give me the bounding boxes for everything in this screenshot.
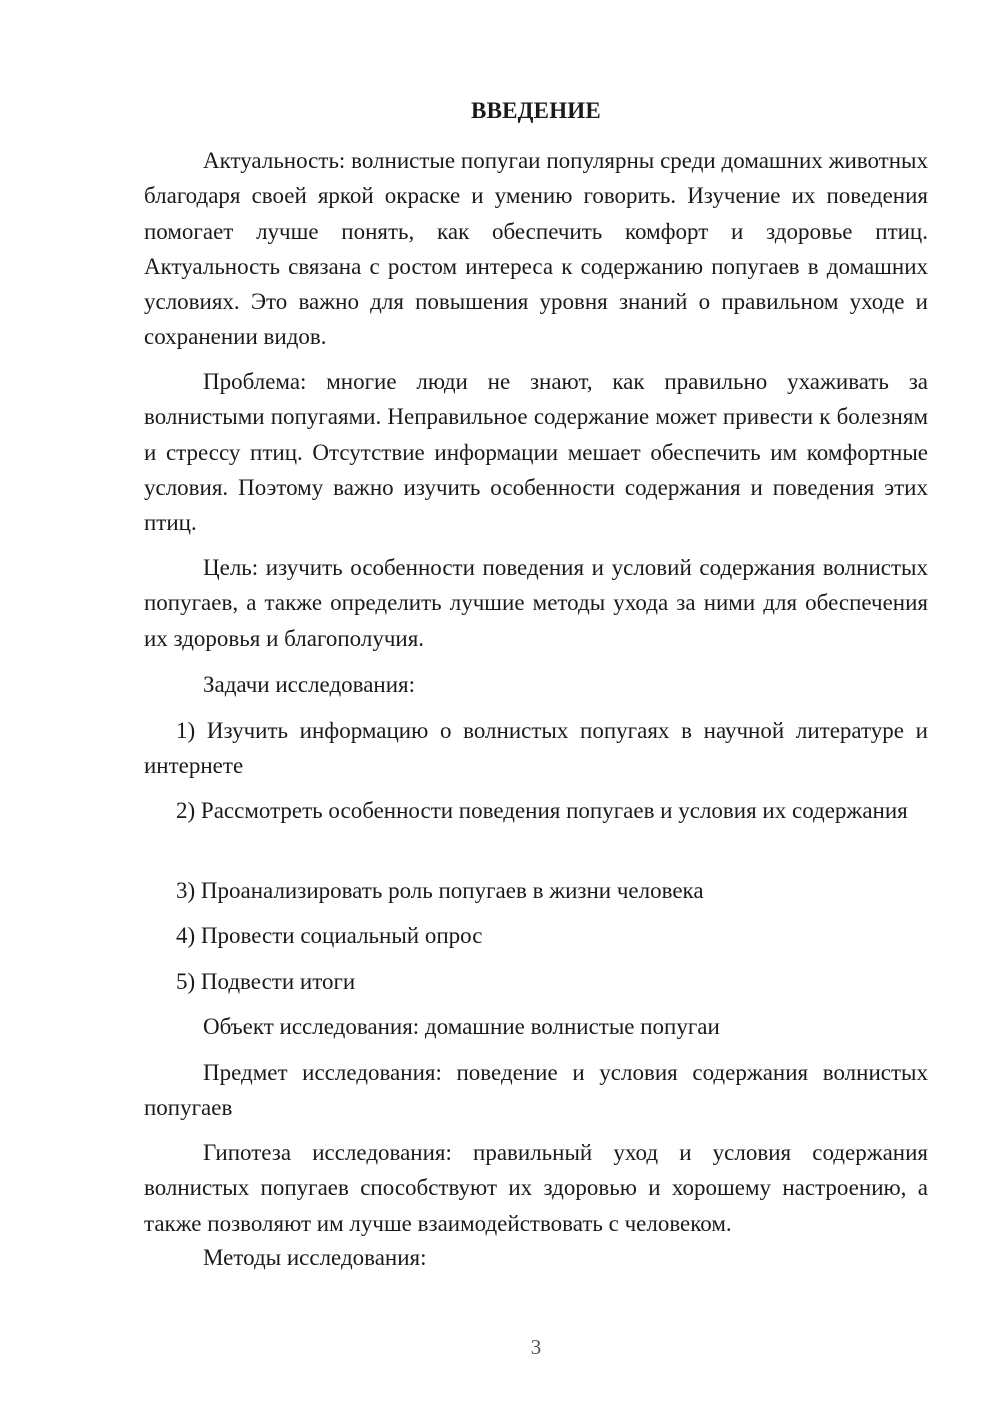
task-item-2: 2) Рассмотреть особенности поведения попугаев и условия их содержания xyxy=(176,798,908,823)
task-item-5: 5) Подвести итоги xyxy=(176,969,356,994)
paragraph-problem: Проблема: многие люди не знают, как правильно ухаживать за волнистыми попугаями. Неправильное содержание может привести к болезням и стрессу птиц. Отсутствие информации мешает обеспечить им комфортные условия. Поэтому важно изучить особенности содержания и поведения этих птиц. xyxy=(144,369,928,536)
task-item-3: 3) Проанализировать роль попугаев в жизни человека xyxy=(176,878,704,903)
paragraph-relevance: Актуальность: волнистые попугаи популярны среди домашних животных благодаря своей яркой окраске и умению говорить. Изучение их поведения помогает лучше понять, как обеспечить комфорт и здоровье птиц. Актуальность связана с ростом интереса к содержанию попугаев в домашних условиях. Это важно для повышения уровня знаний о правильном уходе и сохранении видов. xyxy=(144,148,928,350)
page-title: ВВЕДЕНИЕ xyxy=(471,98,601,123)
task-item-1: 1) Изучить информацию о волнистых попугаях в научной литературе и интернете xyxy=(144,718,928,779)
methods-heading: Методы исследования: xyxy=(203,1245,427,1270)
paragraph-goal: Цель: изучить особенности поведения и условий содержания волнистых попугаев, а также определить лучшие методы ухода за ними для обеспечения их здоровья и благополучия. xyxy=(144,555,928,651)
paragraph-subject: Предмет исследования: поведение и условия содержания волнистых попугаев xyxy=(144,1060,928,1121)
paragraph-object: Объект исследования: домашние волнистые попугаи xyxy=(203,1014,720,1039)
tasks-heading: Задачи исследования: xyxy=(203,672,416,697)
paragraph-hypothesis: Гипотеза исследования: правильный уход и условия содержания волнистых попугаев способствуют их здоровью и хорошему настроению, а также позволяют им лучше взаимодействовать с человеком. xyxy=(144,1140,928,1236)
task-item-4: 4) Провести социальный опрос xyxy=(176,923,483,948)
page-number: 3 xyxy=(530,1335,542,1359)
